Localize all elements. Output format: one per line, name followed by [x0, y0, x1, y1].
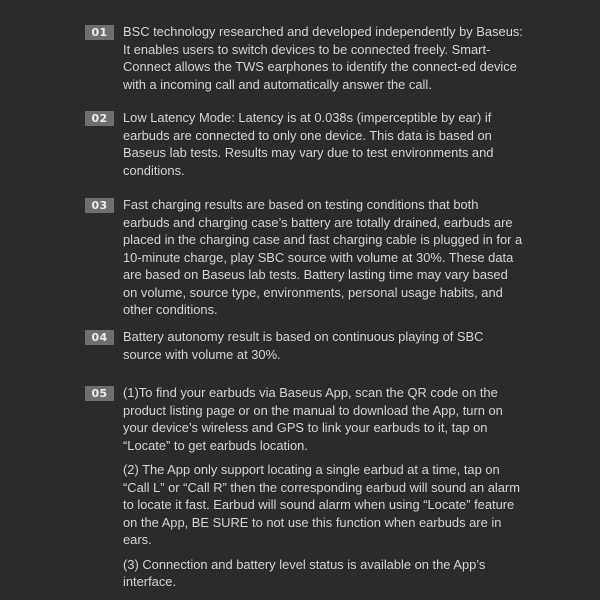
note-paragraph: BSC technology researched and developed independently by Baseus: It enables users to switch devices to be connected freely. Smart-Connect allows the TWS earphones to identify the connect-ed device with a incoming call and automatically answer the call.	[123, 24, 523, 92]
note-body	[123, 328, 525, 363]
note-body	[123, 109, 525, 179]
note-paragraph: (3) Connection and battery level status is available on the App’s interface.	[123, 556, 486, 589]
note-paragraph: (2) The App only support locating a single earbud at a time, tap on “Call L” or “Call R” then the corresponding earbud will sound an alarm to locate it fast. Earbud will sound alarm when using “Locate” feature on the App, BE SURE to not use this function when earbuds are in ears.	[123, 462, 520, 547]
note-01	[85, 23, 525, 93]
note-05	[85, 384, 525, 591]
note-number-badge: 01	[85, 25, 114, 40]
note-number-badge: 02	[85, 111, 114, 126]
note-number-badge: 04	[85, 330, 114, 345]
note-03	[85, 196, 525, 319]
note-02	[85, 109, 525, 179]
note-body	[123, 23, 525, 93]
note-paragraph: (1)To find your earbuds via Baseus App, scan the QR code on the product listing page or on the manual to download the App, turn on your device’s wireless and GPS to link your earbuds to it, tap on “Locate” to get earbuds location.	[123, 385, 503, 453]
note-number-badge: 05	[85, 386, 114, 401]
note-body	[123, 384, 525, 591]
note-paragraph: Battery autonomy result is based on continuous playing of SBC source with volume at 30%.	[123, 329, 484, 362]
note-body	[123, 196, 525, 319]
note-04	[85, 328, 525, 363]
note-number-badge: 03	[85, 198, 114, 213]
note-paragraph: Low Latency Mode: Latency is at 0.038s (imperceptible by ear) if earbuds are connected to only one device. This data is based on Baseus lab tests. Results may vary due to test environments and conditions.	[123, 110, 494, 178]
note-paragraph: Fast charging results are based on testing conditions that both earbuds and charging case’s battery are totally drained, earbuds are placed in the charging case and fast charging cable is plugged in for a 10-minute charge, play SBC source with volume at 30%. These data are based on Baseus lab tests. Battery lasting time may vary based on volume, source type, environments, personal usage habits, and other conditions.	[123, 197, 523, 317]
